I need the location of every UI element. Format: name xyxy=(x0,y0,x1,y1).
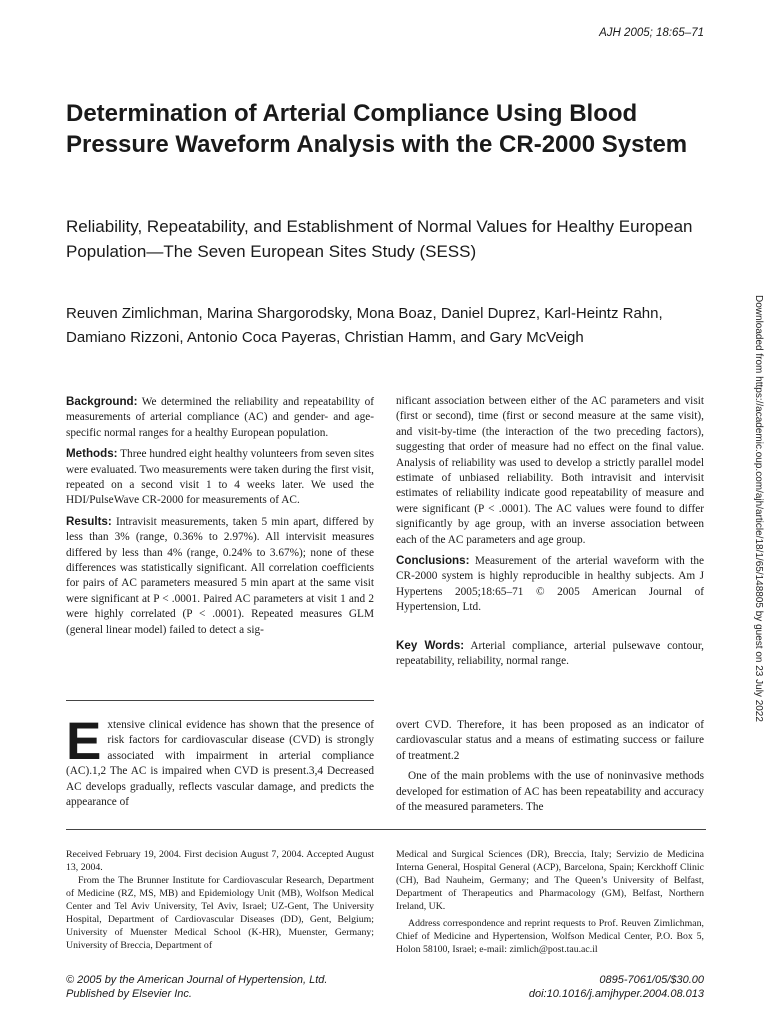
methods-heading: Methods: xyxy=(66,447,118,461)
affiliations-left: From the The Brunner Institute for Cardiovascular Research, Department of Medicine (RZ, MS, MB) and Epidemiology Unit (MB), Wolfson Medical Center and Tel Aviv University, Tel Aviv, Israel; UZ-Gent, The University Hospital, Department of Cardiovascular Diseases (DD), Gent, Belgium; University of Muenster Medical School (K-HR), Muenster, Germany; University of Breccia, Department of xyxy=(66,875,374,951)
drop-cap: E xyxy=(66,712,102,771)
intro-text: xtensive clinical evidence has shown that the presence of risk factors for cardiovascular disease (CVD) is strongly associated with impairment in arterial compliance (AC).1,2 The AC is impaired when CVD is present.3,4 Decreased AC develops gradually, reflects vascular damage, and predicts the appearance of xyxy=(66,719,374,809)
received-dates: Received February 19, 2004. First decision August 7, 2004. Accepted August 13, 2004. xyxy=(66,849,374,873)
abstract-results xyxy=(66,514,374,638)
doi-footer xyxy=(529,973,704,1001)
author-list: Reuven Zimlichman, Marina Shargorodsky, Mona Boaz, Daniel Duprez, Karl-Heintz Rahn, Damiano Rizzoni, Antonio Coca Payeras, Christian Hamm, and Gary McVeigh xyxy=(66,305,663,346)
abstract-column-right xyxy=(396,394,704,675)
body-paragraph-2: One of the main problems with the use of noninvasive methods developed for estimation of AC has been repeatability and accuracy of the measured parameters. The xyxy=(396,770,704,814)
copyright-line: © 2005 by the American Journal of Hypertension, Ltd. xyxy=(66,974,328,986)
correspondence: Address correspondence and reprint requests to Prof. Reuven Zimlichman, Chief of Medicine and Hypertension, Wolfson Medical Center, P.O. Box 5, Holon 58100, Israel; e-mail: zimlich@post.tau.ac.il xyxy=(396,918,704,955)
abstract-results-continued xyxy=(396,394,704,548)
abstract-column-left xyxy=(66,394,374,643)
methods-text: Three hundred eight healthy volunteers from seven sites were evaluated. Two measurements were taken during the first visit, repeated on a second visit 1 to 4 weeks later. We used the HDI/PulseWave CR-2000 for measurements of AC. xyxy=(66,448,374,507)
abstract-background xyxy=(66,394,374,441)
copyright-footer xyxy=(66,973,327,1001)
background-text: We determined the reliability and repeatability of measurements of arterial compliance (AC) and gender- and age-specific normal ranges for a healthy European population. xyxy=(66,396,374,439)
abstract-conclusions xyxy=(396,553,704,616)
footnote-divider xyxy=(66,829,706,830)
doi-line: doi:10.1016/j.amjhyper.2004.08.013 xyxy=(528,988,704,1000)
results-heading: Results: xyxy=(66,514,112,528)
abstract-methods xyxy=(66,446,374,509)
results-text: Intravisit measurements, taken 5 min apart, differed by less than 3% (range, 0.36% to 2.97%). All intervisit measures differed by less than 4% (range, 0.24% to 3.67%); none of these differences was statistically significant. All correlation coefficients for pairs of AC parameters measured 5 min apart at the same visit were significant at P < .0001. Paired AC parameters at visit 1 and 2 were highly correlated (P < .0001). Repeated measures GLM (general linear model) failed to detect a sig- xyxy=(66,515,374,636)
body-column-right xyxy=(396,718,704,820)
keywords-heading: Key Words: xyxy=(396,638,465,652)
results-text-continued: nificant association between either of the AC parameters and visit (first or second), time (first or second measure at the same visit), and visit-by-time (the interaction of the two preceding factors), suggesting that order of measure had no effect on the final value. Analysis of reliability was used to develop a strictly parallel model estimate of unbiased reliability. Both intravisit and intervisit estimates of reliability indicate good repeatability of measure and were significant (P < .0001). The AC values were found to differ significantly by age group, with an inverse association between each of the AC parameters and age group. xyxy=(396,395,704,546)
publisher-line: Published by Elsevier Inc. xyxy=(66,988,192,1000)
journal-reference: AJH 2005; 18:65–71 xyxy=(599,27,704,39)
body-column-left xyxy=(66,712,374,815)
affiliations-right: Medical and Surgical Sciences (DR), Breccia, Italy; Servizio de Medicina Interna General, Hospital General (ACP), Barcelona, Spain; Kerckhoff Clinic (CH), Bad Nauheim, Germany; and The Queen’s University of Belfast, Department of Therapeutics and Pharmacology (GM), Belfast, Northern Ireland, UK. xyxy=(396,849,704,912)
body-paragraph-1: overt CVD. Therefore, it has been proposed as an indicator of cardiovascular status and a means of estimating success or failure of treatment.2 xyxy=(396,719,704,762)
footnotes-right xyxy=(396,848,704,956)
background-heading: Background: xyxy=(66,395,138,408)
abstract-keywords xyxy=(396,638,704,670)
article-subtitle: Reliability, Repeatability, and Establishment of Normal Values for Healthy European Population—The Seven European Sites Study (SESS) xyxy=(66,217,693,261)
intro-paragraph xyxy=(66,712,374,810)
article-title: Determination of Arterial Compliance Using Blood Pressure Waveform Analysis with the CR-2000 System xyxy=(66,100,688,158)
abstract-divider xyxy=(66,700,374,701)
conclusions-heading: Conclusions: xyxy=(396,554,470,568)
price-line: 0895-7061/05/$30.00 xyxy=(599,974,704,986)
download-watermark: Downloaded from https://academic.oup.com/ajh/article/18/1/65/148805 by guest on 23 July 2022 xyxy=(753,295,764,722)
keywords-text: Arterial compliance, arterial pulsewave contour, repeatability, reliability, normal range. xyxy=(396,639,704,668)
conclusions-text: Measurement of the arterial waveform with the CR-2000 system is highly reproducible in healthy subjects. Am J Hypertens 2005;18:65–71 © 2005 American Journal of Hypertension, Ltd. xyxy=(396,555,704,614)
footnotes-left xyxy=(66,848,374,952)
